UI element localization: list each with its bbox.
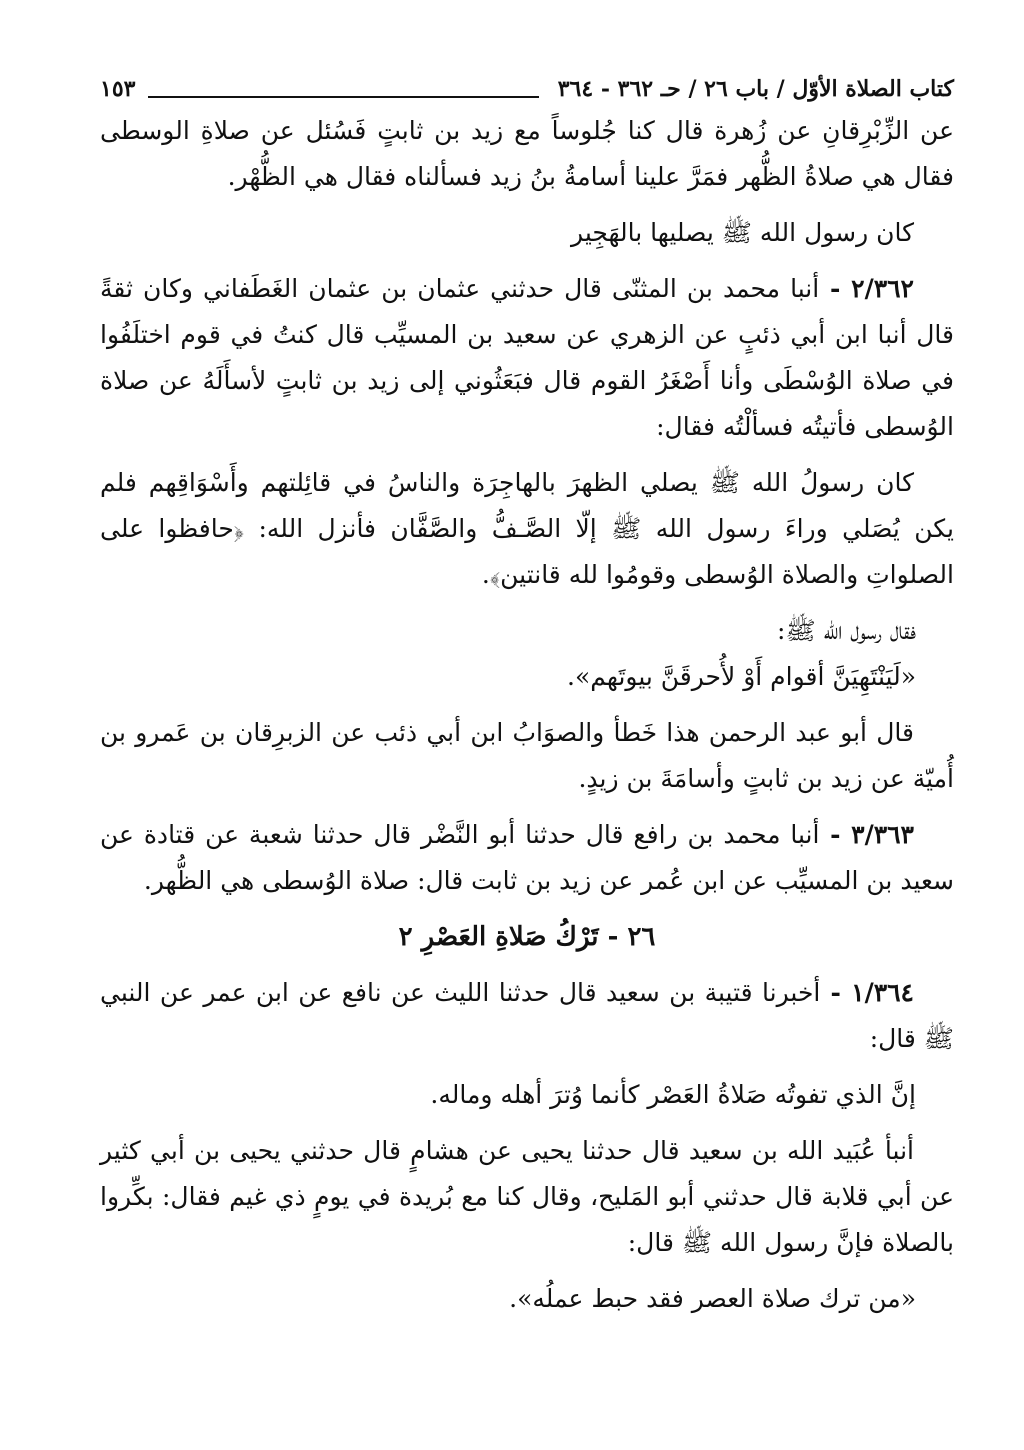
paragraph-2: كان رسول الله ﷺ يصليها بالهَجِير bbox=[571, 218, 914, 247]
paragraph-12: «من ترك صلاة العصر فقد حبط عملُه». bbox=[509, 1284, 916, 1313]
page-number: ١٥٣ bbox=[100, 76, 136, 102]
paragraph-6: «لَيَنْتَهِيَنَّ أقوام أَوْ لأُحرقَنَّ بيوتَهم». bbox=[567, 662, 916, 691]
paragraph-1: عن الزِّبْرِقانِ عن زُهرة قال كنا جُلوساً مع زيد بن ثابتٍ فَسُئل عن صلاةِ الوسطى فقال هي صلاةُ الظُّهر فمَرَّ علينا أسامةُ بنُ زيد فسألناه فقال هي الظُّهْر. bbox=[100, 116, 954, 191]
paragraph-11: أنبأ عُبَيد الله بن سعيد قال حدثنا يحيى عن هشامٍ قال حدثني يحيى بن أبي كثير عن أبي قلابة قال حدثني أبو المَليح، وقال كنا مع بُريدة في يومٍ ذي غيم فقال: بكِّروا بالصلاة فإنَّ رسول الله ﷺ قال: bbox=[100, 1136, 954, 1257]
paragraph-7: قال أبو عبد الرحمن هذا خَطأ والصوَابُ ابن أبي ذئب عن الزبرِقان بن عَمرو بن أُميّة عن زيد بن ثابتٍ وأسامَةَ بن زيدٍ. bbox=[100, 718, 954, 793]
running-header-title: كتاب الصلاة الأوّل / باب ٢٦ / حـ ٣٦٢ - ٣٦٤ bbox=[557, 76, 954, 102]
hadith-364-text: أخبرنا قتيبة بن سعيد قال حدثنا الليث عن نافع عن ابن عمر عن النبي ﷺ قال: bbox=[100, 978, 954, 1053]
section-heading: ٢٦ - تَرْكُ صَلاةِ العَصْرِ ٢ bbox=[398, 922, 656, 952]
paragraph-4: كان رسولُ الله ﷺ يصلي الظهرَ بالهاجِرَة والناسُ في قائِلتهم وأَسْوَاقِهم فلم يكن يُصَلي وراءَ رسول الله ﷺ إلّا الصَّـفُّ والصَّفَّان فأنزل الله: ﴿حافظوا على الصلواتِ والصلاة الوُسطى وقومُوا لله قانتين﴾. bbox=[100, 468, 954, 589]
hadith-number-362: ٢/٣٦٢ - bbox=[819, 274, 914, 303]
paragraph-10: إنَّ الذي تفوتُه صَلاةُ العَصْر كأنما وُترَ أهله وماله. bbox=[430, 1080, 916, 1109]
header-rule bbox=[148, 96, 539, 98]
hadith-362-text: أنبا محمد بن المثنّى قال حدثني عثمان بن عثمان الغَطَفاني وكان ثقةً قال أنبا ابن أبي ذئبٍ عن الزهري عن سعيد بن المسيِّب قال كنتُ في قوم اختلَفُوا في صلاة الوُسْطَى وأنا أَصْغَرُ القوم قال فبَعَثُوني إلى زيد بن ثابتٍ لأسأَلَهُ عن صلاة الوُسطى فأتيتُه فسألْتُه فقال: bbox=[100, 274, 954, 441]
paragraph-5: فقال رسول الله ﷺ: bbox=[777, 616, 916, 645]
running-header bbox=[100, 68, 954, 108]
hadith-364 bbox=[100, 970, 954, 1062]
hadith-363-text: أنبا محمد بن رافع قال حدثنا أبو النَّضْر قال حدثنا شعبة عن قتادة عن سعيد بن المسيِّب عن ابن عُمر عن زيد بن ثابت قال: صلاة الوُسطى هي الظُّهر. bbox=[100, 820, 954, 895]
hadith-number-363: ٣/٣٦٣ - bbox=[819, 820, 914, 849]
hadith-number-364: ١/٣٦٤ - bbox=[820, 978, 914, 1007]
hadith-362 bbox=[100, 266, 954, 450]
hadith-363 bbox=[100, 812, 954, 904]
